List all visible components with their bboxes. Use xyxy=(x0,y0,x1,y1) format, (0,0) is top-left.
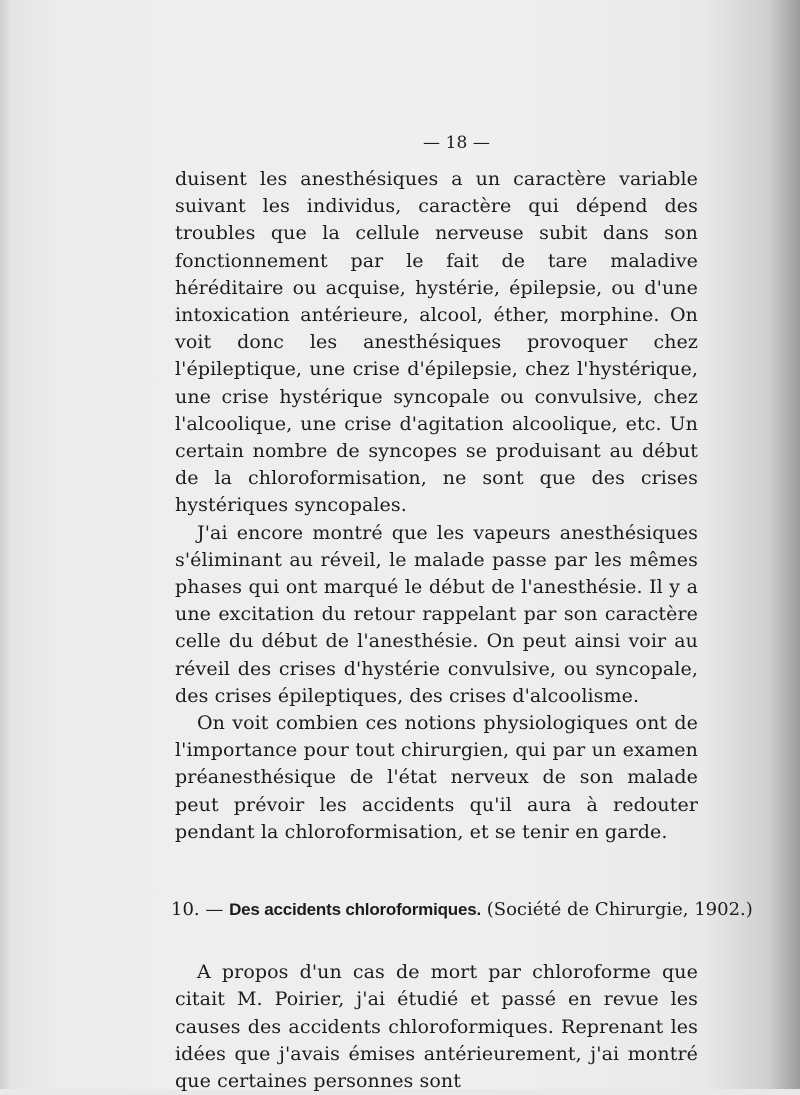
paragraph-2: J'ai encore montré que les vapeurs anesthésiques s'éliminant au réveil, le malade passe par les mêmes phases qui ont marqué le début de l'anesthésie. Il y a une excitation du retour rappelant par son caractère celle du début de l'anesthésie. On peut ainsi voir au réveil des crises d'hystérie convulsive, ou syncopale, des crises épileptiques, des crises d'alcoolisme. xyxy=(175,521,698,707)
spacer xyxy=(175,846,698,896)
text-block xyxy=(171,130,753,1095)
page-number: — 18 — xyxy=(422,133,491,153)
section-number: 10. — xyxy=(171,899,224,921)
paragraph-1: duisent les anesthésiques a un caractère variable suivant les individus, caractère qui dépend des troubles que la cellule nerveuse subit dans son fonctionnement par le fait de tare maladive héréditaire ou acquise, hystérie, épilepsie, ou d'une intoxication antérieure, alcool, éther, morphine. On voit donc les anesthésiques provoquer chez l'épileptique, une crise d'épilepsie, chez l'hystérique, une crise hystérique syncopale ou convulsive, chez l'alcoolique, une crise d'agitation alcoolique, etc. Un certain nombre de syncopes se produisant au début de la chloroformisation, ne sont que des crises hystériques syncopales. xyxy=(175,168,698,517)
section-heading xyxy=(171,896,753,923)
section-title: Des accidents chloroformiques. xyxy=(229,900,481,920)
section-source: (Société de Chirurgie, 1902.) xyxy=(486,899,753,921)
paragraph-3: On voit combien ces notions physiologiques ont de l'importance pour tout chirurgien, qui par un examen préanesthésique de l'état nerveux de son malade peut prévoir les accidents qu'il aura à redouter pendant la chloroformisation, et se tenir en garde. xyxy=(175,712,698,843)
section-paragraph: A propos d'un cas de mort par chloroforme que citait M. Poirier, j'ai étudié et passé en revue les causes des accidents chloroformiques. Reprenant les idées que j'avais émises antérieurement, j'ai montré que certaines personnes sont xyxy=(175,961,698,1093)
page-left-edge xyxy=(0,0,12,1089)
spacer xyxy=(175,923,698,959)
